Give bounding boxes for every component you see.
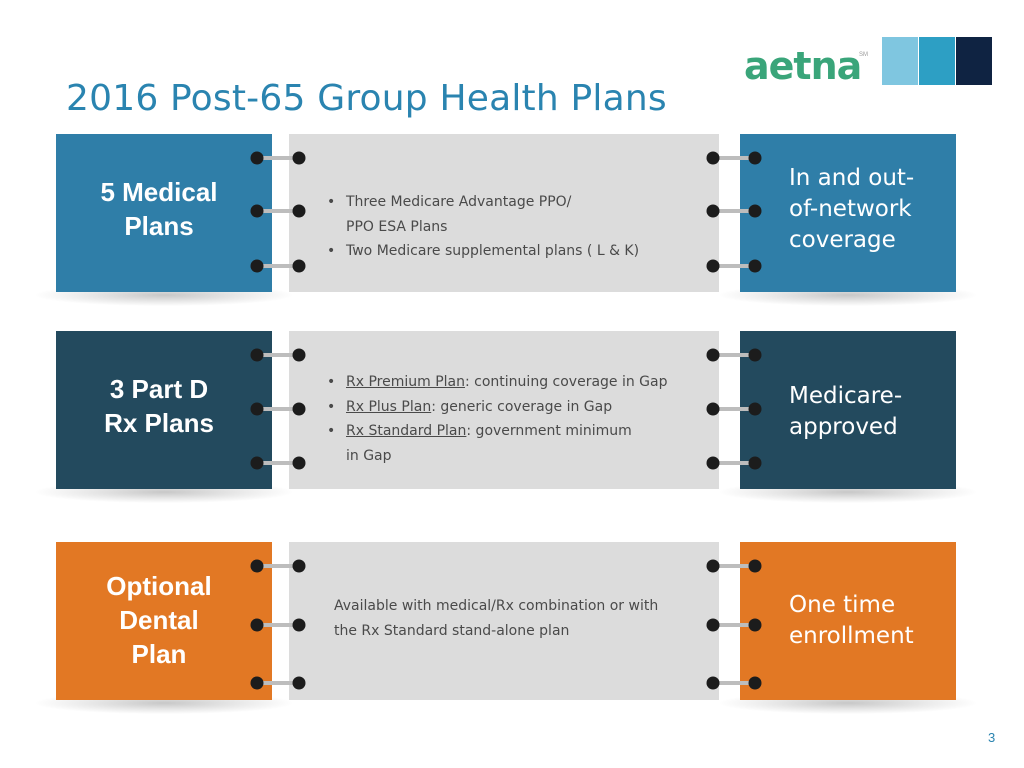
binder-ring-icon <box>250 401 306 417</box>
plan-row-dental <box>56 542 956 700</box>
binder-ring-icon <box>250 617 306 633</box>
binder-ring-icon <box>706 258 762 274</box>
list-item: • Rx Standard Plan: government minimum in Gap <box>324 419 668 468</box>
list-item: • Rx Plus Plan: generic coverage in Gap <box>324 395 668 420</box>
binder-ring-icon <box>250 203 306 219</box>
binder-ring-icon <box>706 455 762 471</box>
accent-square-light <box>882 37 918 85</box>
binder-ring-icon <box>250 150 306 166</box>
list-item: • Two Medicare supplemental plans ( L & K) <box>324 239 639 264</box>
service-mark: SM <box>859 52 868 58</box>
enrollment-label: One time enrollment <box>789 592 914 649</box>
binder-ring-icon <box>706 401 762 417</box>
binder-ring-icon <box>250 258 306 274</box>
binder-ring-icon <box>706 347 762 363</box>
binder-ring-icon <box>250 347 306 363</box>
binder-ring-icon <box>706 150 762 166</box>
page-title: 2016 Post-65 Group Health Plans <box>66 78 667 119</box>
plan-row-medical <box>56 134 956 292</box>
medicare-approved-label: Medicare- approved <box>789 383 903 440</box>
dental-plan-label: Optional Dental Plan <box>106 571 212 669</box>
aetna-logo: aetna <box>744 44 862 88</box>
binder-ring-icon <box>706 675 762 691</box>
partd-plans-list <box>324 370 668 468</box>
binder-ring-icon <box>250 455 306 471</box>
medical-plans-label: 5 Medical Plans <box>100 177 218 241</box>
plan-row-partd <box>56 331 956 489</box>
page-number: 3 <box>988 730 996 745</box>
binder-ring-icon <box>706 203 762 219</box>
partd-plans-label: 3 Part D Rx Plans <box>104 374 214 438</box>
binder-ring-icon <box>250 558 306 574</box>
binder-ring-icon <box>706 617 762 633</box>
accent-square-mid <box>919 37 955 85</box>
medical-plans-list <box>324 190 639 264</box>
accent-square-dark <box>956 37 992 85</box>
dental-plan-description: Available with medical/Rx combination or with the Rx Standard stand-alone plan <box>334 598 659 639</box>
list-item: • Three Medicare Advantage PPO/ PPO ESA Plans <box>324 190 639 239</box>
list-item: • Rx Premium Plan: continuing coverage in Gap <box>324 370 668 395</box>
binder-ring-icon <box>250 675 306 691</box>
binder-ring-icon <box>706 558 762 574</box>
network-coverage-label: In and out- of-network coverage <box>789 165 915 253</box>
